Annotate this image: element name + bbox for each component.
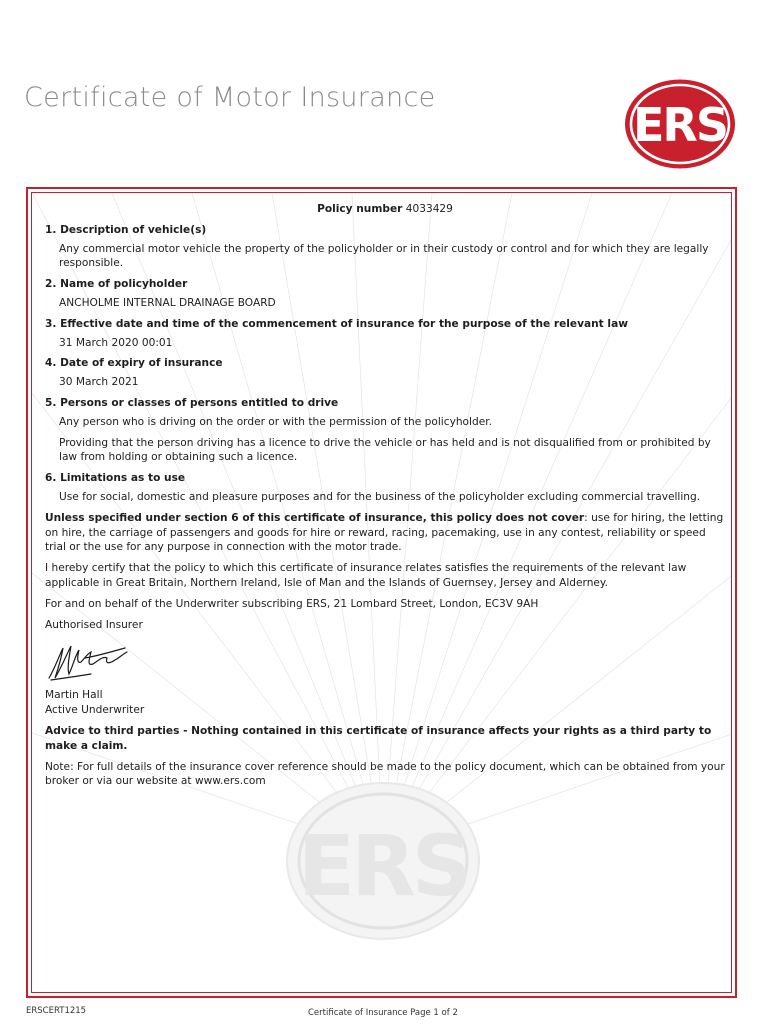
signature	[45, 638, 165, 684]
exclusions-heading: Unless specified under section 6 of this certificate of insurance, this policy does not cover	[45, 511, 585, 524]
section-limitations-heading: 6. Limitations as to use	[45, 472, 186, 485]
section-expiry-text: 30 March 2021	[59, 376, 139, 389]
section-vehicle-heading: 1. Description of vehicle(s)	[45, 223, 207, 236]
section-limitations-text: Use for social, domestic and pleasure purposes and for the business of the policyholder excluding commercial travelling.	[59, 490, 701, 503]
certification-paragraph: I hereby certify that the policy to which this certificate of insurance relates satisfies the requirements of the relevant law applicable in Great Britain, Northern Ireland, Isle of Man and the Islands of Guernsey, Jersey and Alderney.	[45, 562, 687, 589]
section-policyholder-heading: 2. Name of policyholder	[45, 278, 188, 291]
section-drivers-heading: 5. Persons or classes of persons entitled to drive	[45, 396, 339, 409]
behalf-paragraph: For and on behalf of the Underwriter subscribing ERS, 21 Lombard Street, London, EC3V 9AH	[45, 597, 539, 610]
exclusions-paragraph	[45, 511, 725, 555]
section-expiry-heading: 4. Date of expiry of insurance	[45, 357, 223, 370]
certificate-body	[45, 202, 725, 795]
section-effective-date-text: 31 March 2020 00:01	[59, 336, 173, 349]
page-indicator: Certificate of Insurance Page 1 of 2	[308, 1008, 458, 1018]
ers-logo	[624, 78, 736, 170]
watermark-logo-text: ERS	[297, 817, 469, 915]
section-vehicle-text: Any commercial motor vehicle the property of the policyholder or in their custody or control and for which they are legally responsible.	[59, 242, 709, 270]
document-title: Certificate of Motor Insurance	[24, 82, 436, 113]
document-code: ERSCERT1215	[26, 1006, 87, 1016]
policy-number-label: Policy number	[317, 203, 403, 215]
certificate-frame	[26, 187, 737, 998]
third-party-advice: Advice to third parties - Nothing contained in this certificate of insurance affects your rights as a third party to make a claim.	[45, 724, 712, 752]
exclusions-text: : use for hiring, the letting on hire, the carriage of passengers and goods for hire or reward, racing, pacemaking, use in any contest, reliability or speed trial or the use for any purpose in connection with the motor trade.	[45, 511, 724, 554]
logo-text: ERS	[633, 98, 727, 152]
policy-number	[45, 202, 725, 217]
signatory-name: Martin Hall	[45, 689, 103, 702]
section-effective-date-heading: 3. Effective date and time of the commencement of insurance for the purpose of the relevant law	[45, 317, 629, 330]
policy-number-value: 4033429	[405, 203, 453, 215]
section-drivers-text: Any person who is driving on the order or with the permission of the policyholder.	[59, 415, 492, 428]
section-drivers-licence-text: Providing that the person driving has a licence to drive the vehicle or has held and is not disqualified from or prohibited by law from holding or obtaining such a licence.	[59, 436, 711, 464]
signatory-role: Active Underwriter	[45, 704, 145, 717]
policy-note: Note: For full details of the insurance cover reference should be made to the policy document, which can be obtained from your broker or via our website at www.ers.com	[45, 760, 725, 788]
authorised-insurer-label: Authorised Insurer	[45, 618, 143, 631]
section-policyholder-text: ANCHOLME INTERNAL DRAINAGE BOARD	[59, 296, 276, 309]
